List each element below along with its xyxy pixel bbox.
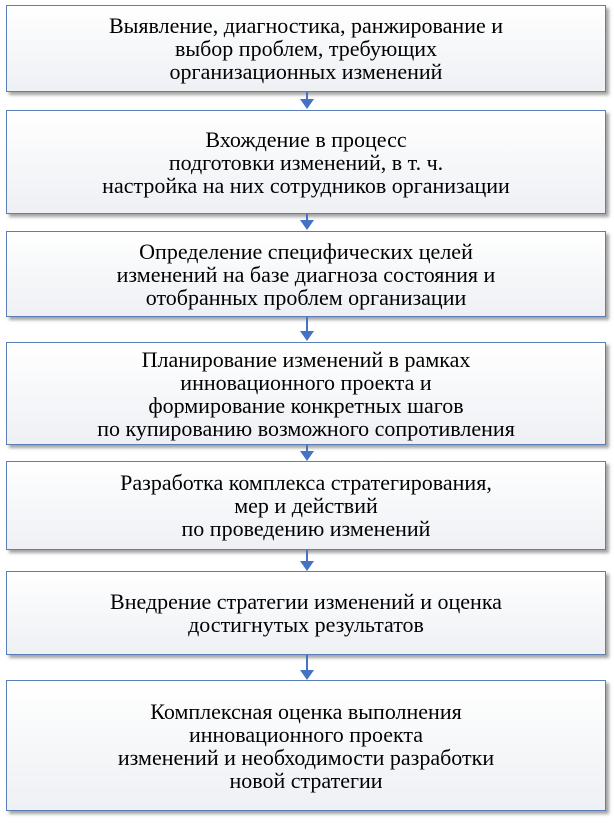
step-box-3 (6, 231, 606, 317)
step-box-5 (6, 461, 606, 550)
step-box-6 (6, 571, 606, 655)
step-text-2: Вхождение в процесс подготовки изменений, в т. ч. настройка на них сотрудников организации (102, 126, 510, 198)
flow-arrow-4 (300, 445, 314, 461)
flow-arrow-6 (300, 655, 314, 680)
step-text-7: Комплексная оценка выполнения инновационного проекта изменений и необходимости разработки новой стратегии (117, 698, 495, 793)
flow-arrow-3 (300, 317, 314, 341)
flow-arrow-5 (300, 550, 314, 571)
step-box-4 (6, 342, 606, 445)
step-text-6: Внедрение стратегии изменений и оценка достигнутых результатов (110, 589, 502, 637)
step-box-1 (6, 5, 606, 92)
step-box-7 (6, 680, 606, 811)
step-text-5: Разработка комплекса стратегирования, мер и действий по проведению изменений (120, 470, 492, 541)
step-text-4: Планирование изменений в рамках инновационного проекта и формирование конкретных шагов по купированию возможного сопротивления (97, 346, 515, 441)
step-box-2 (6, 110, 606, 214)
step-text-3: Определение специфических целей изменений на базе диагноза состояния и отобранных проблем организации (116, 238, 496, 310)
flow-arrow-1 (300, 92, 314, 109)
flow-arrow-2 (300, 214, 314, 230)
step-text-1: Выявление, диагностика, ранжирование и выбор проблем, требующих организационных изменений (108, 13, 504, 84)
